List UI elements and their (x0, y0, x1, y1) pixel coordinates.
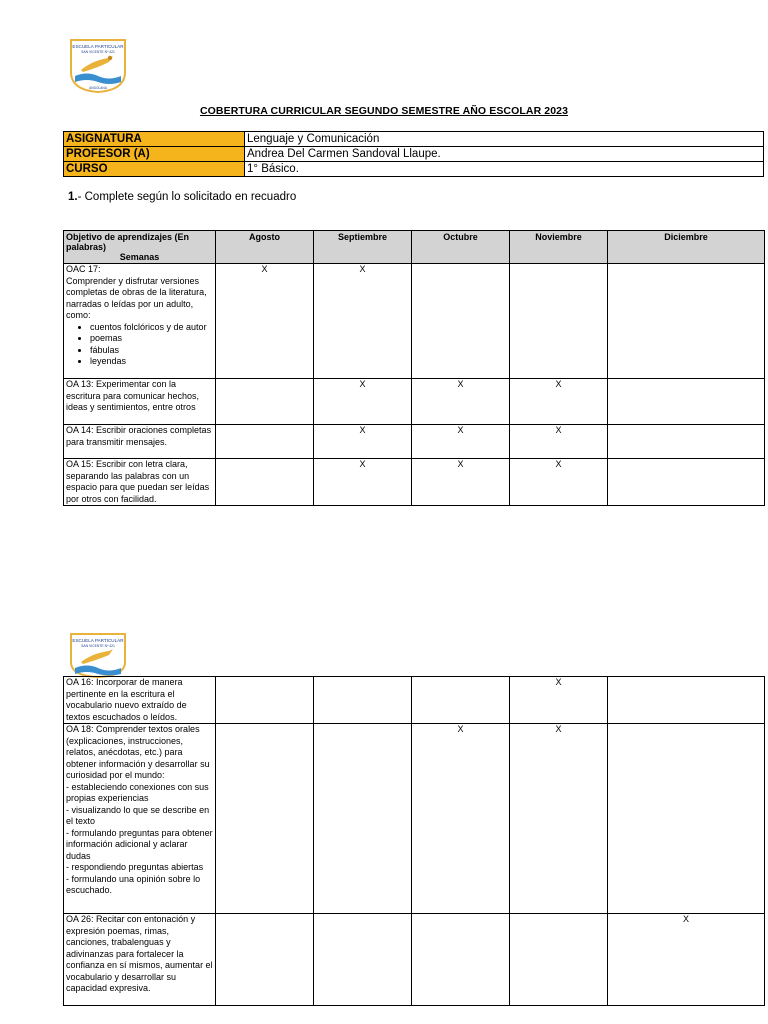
coverage-mark: X (555, 677, 562, 687)
table-row (64, 677, 765, 724)
objective-text: - estableciendo conexiones con sus propias experiencias (66, 781, 209, 803)
info-row (64, 147, 764, 162)
objective-text: - respondiendo preguntas abiertas (66, 862, 204, 872)
month-cell-agosto (216, 459, 314, 506)
month-cell-septiembre (314, 379, 412, 425)
month-cell-diciembre (608, 724, 765, 914)
table-row (64, 459, 765, 506)
month-cell-noviembre (510, 425, 608, 459)
month-cell-octubre (412, 379, 510, 425)
month-cell-septiembre (314, 425, 412, 459)
logo-text-line2: SAN VICENTE Nº 421 (81, 644, 115, 648)
table-row (64, 264, 765, 379)
school-logo (69, 38, 127, 94)
objective-cell (64, 379, 216, 425)
objective-text: - formulando preguntas para obtener información adicional y aclarar dudas (66, 827, 213, 861)
objective-text: OA 14: Escribir oraciones completas para transmitir mensajes. (66, 425, 212, 447)
info-row (64, 132, 764, 147)
month-cell-agosto (216, 914, 314, 1006)
coverage-mark: X (457, 379, 464, 389)
objective-cell (64, 264, 216, 379)
month-cell-diciembre (608, 425, 765, 459)
info-label: CURSO (64, 162, 245, 177)
objective-bullet-list (66, 322, 213, 368)
month-cell-septiembre (314, 264, 412, 379)
header-objective-label: Objetivo de aprendizajes (En palabras) (66, 232, 190, 252)
header-month: Octubre (412, 231, 510, 264)
coverage-mark: X (457, 459, 464, 469)
coverage-mark: X (359, 459, 366, 469)
coverage-table-page2 (63, 676, 765, 1006)
coverage-mark: X (555, 459, 562, 469)
objective-text: - visualizando lo que se describe en el texto (66, 804, 210, 826)
objective-text: OA 18: Comprender textos orales (explicaciones, instrucciones, relatos, anécdotas, etc.) para obtener información y desarrollar su curiosidad por el mundo: (66, 724, 210, 780)
month-cell-octubre (412, 459, 510, 506)
month-cell-agosto (216, 264, 314, 379)
objective-text: - formulando una opinión sobre lo escuchado. (66, 873, 201, 895)
coverage-mark: X (457, 425, 464, 435)
objective-cell (64, 425, 216, 459)
month-cell-agosto (216, 379, 314, 425)
document-title: COBERTURA CURRICULAR SEGUNDO SEMESTRE AÑO ESCOLAR 2023 (199, 105, 569, 117)
info-row (64, 162, 764, 177)
header-weeks-label: Semanas (119, 252, 160, 262)
header-month: Agosto (216, 231, 314, 264)
instruction-text: - Complete según lo solicitado en recuadro (77, 191, 297, 203)
objective-bullet: • fábulas (90, 345, 213, 357)
month-cell-noviembre (510, 379, 608, 425)
info-value: Andrea Del Carmen Sandoval Llaupe. (245, 147, 764, 162)
instruction (68, 191, 296, 203)
instruction-number: 1. (68, 191, 78, 203)
info-value: 1° Básico. (245, 162, 764, 177)
coverage-mark: X (359, 425, 366, 435)
month-cell-diciembre (608, 264, 765, 379)
table-row (64, 425, 765, 459)
table-header-row (64, 231, 765, 264)
month-cell-noviembre (510, 459, 608, 506)
header-month: Septiembre (314, 231, 412, 264)
month-cell-diciembre (608, 459, 765, 506)
objective-text: OA 15: Escribir con letra clara, separando las palabras con un espacio para que puedan ser leídas por otros con facilidad. (66, 459, 210, 504)
month-cell-noviembre (510, 264, 608, 379)
month-cell-octubre (412, 914, 510, 1006)
objective-bullet: • leyendas (90, 356, 213, 368)
objective-text: Comprender y disfrutar versiones completas de obras de la literatura, narradas o leídas por un adulto, como: (66, 275, 207, 320)
objective-text: OA 26: Recitar con entonación y expresión poemas, rimas, canciones, trabalenguas y adivinanzas para fortalecer la confianza en sí mismos, aumentar el vocabulario y desarrollar su capacidad expresiva. (66, 914, 213, 993)
coverage-mark: X (359, 379, 366, 389)
header-objective (64, 231, 216, 264)
month-cell-diciembre (608, 914, 765, 1006)
logo-text-line2: SAN VICENTE Nº 421 (81, 50, 115, 54)
month-cell-diciembre (608, 379, 765, 425)
table-row (64, 379, 765, 425)
month-cell-agosto (216, 724, 314, 914)
month-cell-agosto (216, 677, 314, 724)
coverage-mark: X (682, 914, 689, 924)
objective-text: OA 13: Experimentar con la escritura para comunicar hechos, ideas y sentimientos, entre otros (66, 379, 200, 412)
course-info-table (63, 131, 764, 177)
logo-text-line1: ESCUELA PARTICULAR (72, 638, 124, 643)
info-label: ASIGNATURA (64, 132, 245, 147)
logo-text-line3: ANGOLANA (89, 86, 107, 90)
objective-cell (64, 459, 216, 506)
month-cell-octubre (412, 724, 510, 914)
info-label: PROFESOR (A) (64, 147, 245, 162)
month-cell-diciembre (608, 677, 765, 724)
coverage-mark: X (555, 425, 562, 435)
header-month: Noviembre (510, 231, 608, 264)
objective-cell (64, 677, 216, 724)
month-cell-septiembre (314, 724, 412, 914)
coverage-table-page1 (63, 230, 765, 506)
coverage-mark: X (261, 264, 268, 274)
info-value: Lenguaje y Comunicación (245, 132, 764, 147)
header-month: Diciembre (608, 231, 765, 264)
month-cell-noviembre (510, 724, 608, 914)
logo-text-line1: ESCUELA PARTICULAR (72, 44, 124, 49)
coverage-mark: X (555, 724, 562, 734)
coverage-mark: X (359, 264, 366, 274)
table-row (64, 914, 765, 1006)
coverage-mark: X (457, 724, 464, 734)
objective-text: OAC 17: (66, 264, 101, 274)
month-cell-septiembre (314, 459, 412, 506)
objective-bullet: • poemas (90, 333, 213, 345)
table-row (64, 724, 765, 914)
objective-cell (64, 724, 216, 914)
coverage-mark: X (555, 379, 562, 389)
objective-bullet: • cuentos folclóricos y de autor (90, 322, 213, 334)
month-cell-noviembre (510, 914, 608, 1006)
month-cell-octubre (412, 425, 510, 459)
month-cell-agosto (216, 425, 314, 459)
objective-text: OA 16: Incorporar de manera pertinente en la escritura el vocabulario nuevo extraído de textos escuchados o leídos. (66, 677, 187, 722)
school-logo (69, 632, 127, 678)
objective-cell (64, 914, 216, 1006)
month-cell-octubre (412, 677, 510, 724)
month-cell-septiembre (314, 677, 412, 724)
month-cell-noviembre (510, 677, 608, 724)
month-cell-septiembre (314, 914, 412, 1006)
month-cell-octubre (412, 264, 510, 379)
